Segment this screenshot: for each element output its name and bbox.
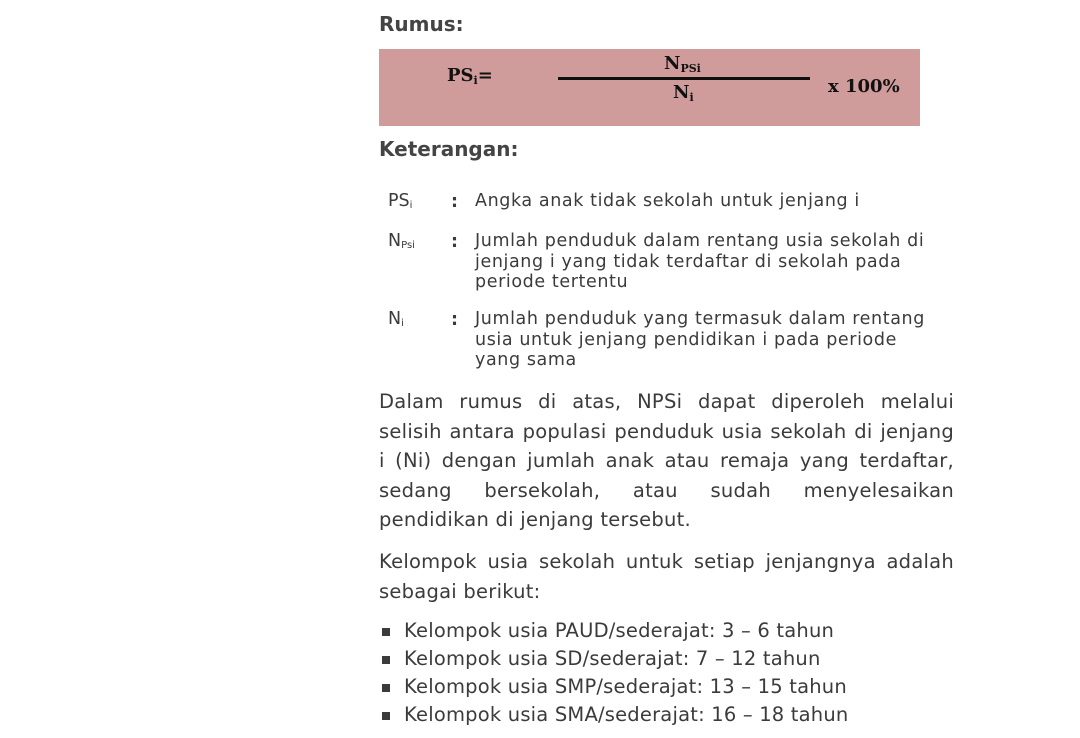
bullet-square-icon [382,656,390,664]
age-group-list [379,617,848,729]
symbol-sub: Psi [401,240,415,251]
formula-multiplier: x 100% [828,76,900,97]
paragraph-age-groups-intro: Kelompok usia sekolah untuk setiap jenjangnya adalah sebagai berikut: [379,550,954,603]
formula-equals: = [477,65,493,86]
formula-lhs-main: PS [447,65,474,86]
list-item [379,701,848,729]
symbol-main: N [388,231,402,251]
keterangan-description: Jumlah penduduk dalam rentang usia sekolah di jenjang i yang tidak terdaftar di sekolah pada periode tertentu [475,231,925,292]
keterangan-colon: : [451,310,458,330]
formula-lhs-sub: i [473,74,478,87]
fraction-line [558,77,810,80]
formula-denominator [673,82,694,104]
keterangan-description: Angka anak tidak sekolah untuk jenjang i [475,191,860,211]
rumus-heading: Rumus: [379,12,464,36]
list-item-text: Kelompok usia PAUD/sederajat: 3 – 6 tahun [404,619,835,642]
keterangan-symbol [388,191,412,217]
formula-denominator-main: N [673,82,690,103]
list-item-text: Kelompok usia SMP/sederajat: 13 – 15 tahun [404,675,847,698]
symbol-main: PS [388,191,410,211]
list-item [379,645,848,673]
formula-numerator-main: N [664,53,681,74]
formula-box [379,49,920,126]
keterangan-colon: : [451,192,458,212]
bullet-square-icon [382,684,390,692]
keterangan-symbol [388,231,415,257]
list-item-text: Kelompok usia SMA/sederajat: 16 – 18 tahun [404,703,849,726]
keterangan-colon: : [451,232,458,252]
list-item [379,673,848,701]
formula-lhs [447,65,493,87]
paragraph-npsi-explanation: Dalam rumus di atas, NPSi dapat diperoleh melalui selisih antara populasi penduduk usia sekolah di jenjang i (Ni) dengan jumlah anak atau remaja yang terdaftar, sedang bersekolah, atau sudah menyelesaikan pendidikan di jenjang tersebut. [379,390,954,532]
formula-numerator [664,53,701,75]
symbol-sub: i [409,200,413,211]
list-item [379,617,848,645]
bullet-square-icon [382,712,390,720]
list-item-text: Kelompok usia SD/sederajat: 7 – 12 tahun [404,647,821,670]
formula-numerator-sub: PSi [680,62,701,75]
keterangan-symbol [388,309,404,335]
formula-denominator-sub: i [689,91,694,104]
keterangan-description: Jumlah penduduk yang termasuk dalam rentang usia untuk jenjang pendidikan i pada periode yang sama [475,309,925,370]
bullet-square-icon [382,628,390,636]
symbol-sub: i [401,318,404,329]
symbol-main: N [388,309,402,329]
keterangan-heading: Keterangan: [379,137,519,161]
